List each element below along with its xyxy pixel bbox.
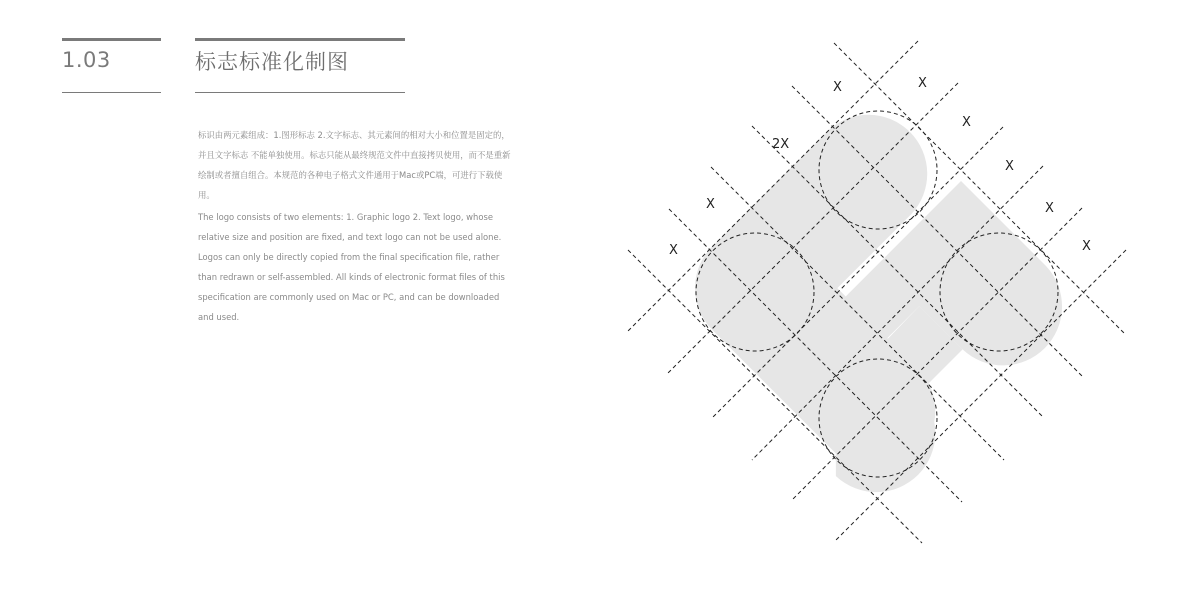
unit-label: X bbox=[918, 76, 927, 91]
section-number-bottom-rule bbox=[62, 92, 161, 93]
unit-label: X bbox=[962, 115, 971, 130]
unit-label: X bbox=[833, 80, 842, 95]
unit-label: X bbox=[1045, 201, 1054, 216]
section-number-top-rule bbox=[62, 38, 161, 41]
unit-label: X bbox=[1082, 239, 1091, 254]
section-number: 1.03 bbox=[62, 48, 111, 72]
description-english: The logo consists of two elements: 1. Graphic logo 2. Text logo, whose relative size and position are fixed, and text logo can not be used alone. Logos can only be directly copied from the final specification file, rather than redrawn or self-assembled. All kinds of electronic format files of this specification are commonly used on Mac or PC, and can be downloaded and used. bbox=[198, 212, 505, 322]
unit-label: X bbox=[706, 197, 715, 212]
section-title-bottom-rule bbox=[195, 92, 405, 93]
section-title-top-rule bbox=[195, 38, 405, 41]
description-chinese: 标识由两元素组成：1.图形标志 2.文字标志、其元素间的相对大小和位置是固定的，并且文字标志 不能单独使用。标志只能从最终规范文件中直接拷贝使用，而不是重新绘制或者擅自组合。本规范的各种电子格式文件通用于Mac或PC端，可进行下载使用。 bbox=[198, 130, 511, 200]
logo-construction-diagram bbox=[600, 30, 1160, 560]
unit-label: X bbox=[669, 243, 678, 258]
unit-label: X bbox=[1005, 159, 1014, 174]
double-unit-label: 2X bbox=[772, 137, 790, 152]
construction-svg bbox=[600, 30, 1160, 560]
section-title: 标志标准化制图 bbox=[195, 50, 349, 74]
